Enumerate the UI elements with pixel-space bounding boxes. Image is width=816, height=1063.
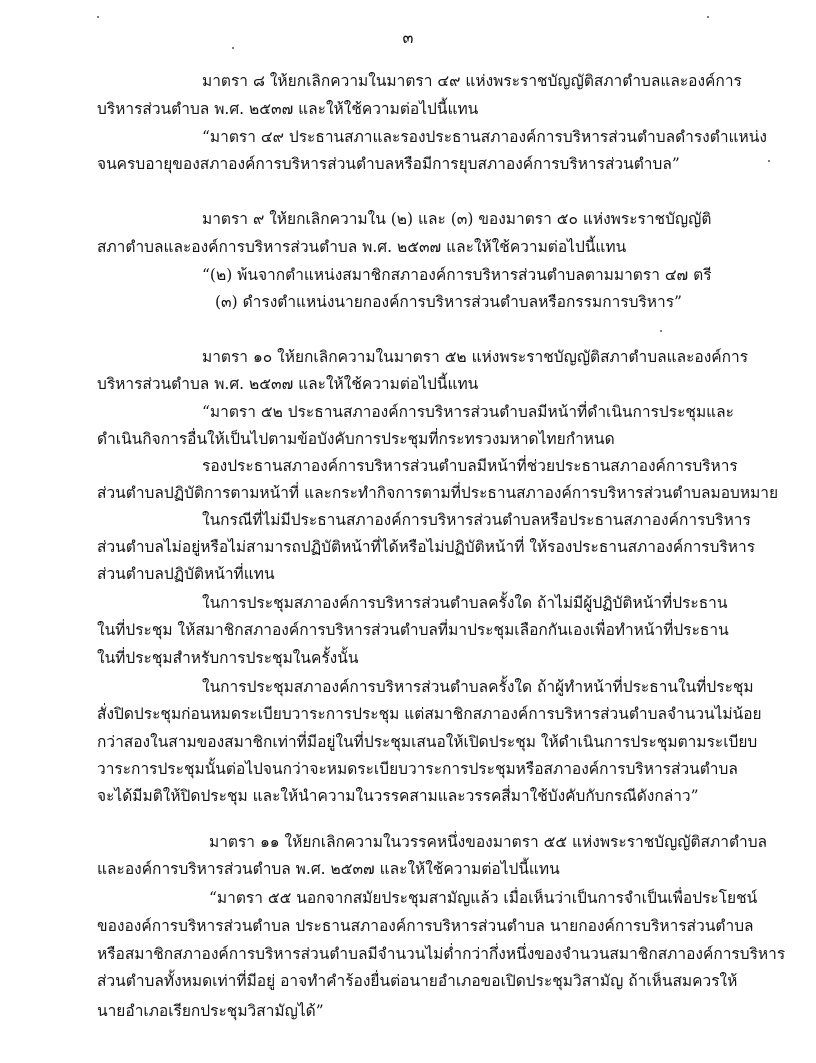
text-line: บริหารส่วนตำบล พ.ศ. ๒๕๓๗ และให้ใช้ความต่อไปนี้แทน (97, 375, 479, 393)
text-line: ส่วนตำบลปฏิบัติหน้าที่แทน (97, 565, 275, 583)
text-line: ในที่ประชุมสำหรับการประชุมในครั้งนั้น (97, 649, 359, 667)
text-line: ดำเนินกิจการอื่นให้เป็นไปตามข้อบังคับการประชุมที่กระทรวงมหาดไทยกำหนด (97, 430, 615, 448)
text-line: หรือสมาชิกสภาองค์การบริหารส่วนตำบลมีจำนวนไม่ต่ำกว่ากึ่งหนึ่งของจำนวนสมาชิกสภาองค์การบริหาร (97, 945, 786, 963)
text-line: วาระการประชุมนั้นต่อไปจนกว่าจะหมดระเบียบวาระการประชุมหรือสภาองค์การบริหารส่วนตำบล (97, 760, 738, 778)
text-line: ส่วนตำบลทั้งหมดเท่าที่มีอยู่ อาจทำคำร้องยื่นต่อนายอำเภอขอเปิดประชุมวิสามัญ ถ้าเห็นสมควรให้ (97, 972, 738, 990)
text-line: ในที่ประชุม ให้สมาชิกสภาองค์การบริหารส่วนตำบลที่มาประชุมเลือกกันเองเพื่อทำหน้าที่ประธาน (97, 621, 729, 639)
text-line: ในกรณีที่ไม่มีประธานสภาองค์การบริหารส่วนตำบลหรือประธานสภาองค์การบริหาร (202, 511, 751, 529)
text-line: และองค์การบริหารส่วนตำบล พ.ศ. ๒๕๓๗ และให้ใช้ความต่อไปนี้แทน (97, 860, 560, 878)
scan-speck (97, 16, 99, 18)
text-line: มาตรา ๙ ให้ยกเลิกความใน (๒) และ (๓) ของมาตรา ๕๐ แห่งพระราชบัญญัติ (202, 210, 712, 228)
page-number: ๓ (402, 28, 414, 47)
text-line: สภาตำบลและองค์การบริหารส่วนตำบล พ.ศ. ๒๕๓๗ และให้ใช้ความต่อไปนี้แทน (97, 238, 627, 256)
text-line: “มาตรา ๕๕ นอกจากสมัยประชุมสามัญแล้ว เมื่อเห็นว่าเป็นการจำเป็นเพื่อประโยชน์ (209, 889, 758, 907)
text-line: ส่วนตำบลปฏิบัติการตามหน้าที่ และกระทำกิจการตามที่ประธานสภาองค์การบริหารส่วนตำบลมอบหมาย (97, 484, 779, 502)
scan-speck (707, 16, 709, 18)
text-line: “มาตรา ๔๙ ประธานสภาและรองประธานสภาองค์การบริหารส่วนตำบลดำรงตำแหน่ง (202, 128, 767, 146)
text-line: (๓) ดำรงตำแหน่งนายกองค์การบริหารส่วนตำบลหรือกรรมการบริหาร” (215, 293, 682, 311)
text-line: มาตรา ๘ ให้ยกเลิกความในมาตรา ๔๙ แห่งพระราชบัญญัติสภาตำบลและองค์การ (202, 72, 742, 90)
text-line: สั่งปิดประชุมก่อนหมดระเบียบวาระการประชุม แต่สมาชิกสภาองค์การบริหารส่วนตำบลจำนวนไม่น้อย (97, 705, 762, 723)
text-line: บริหารส่วนตำบล พ.ศ. ๒๕๓๗ และให้ใช้ความต่อไปนี้แทน (97, 100, 479, 118)
scan-speck (232, 47, 234, 49)
text-line: กว่าสองในสามของสมาชิกเท่าที่มีอยู่ในที่ประชุมเสนอให้เปิดประชุม ให้ดำเนินการประชุมตามระเบียบ (97, 733, 758, 751)
text-line: มาตรา ๑๐ ให้ยกเลิกความในมาตรา ๕๒ แห่งพระราชบัญญัติสภาตำบลและองค์การ (202, 348, 749, 366)
scan-speck (768, 160, 770, 162)
text-line: รองประธานสภาองค์การบริหารส่วนตำบลมีหน้าที่ช่วยประธานสภาองค์การบริหาร (202, 457, 738, 475)
text-line: “(๒) พ้นจากตำแหน่งสมาชิกสภาองค์การบริหารส่วนตำบลตามมาตรา ๔๗ ตรี (202, 266, 712, 284)
text-line: ส่วนตำบลไม่อยู่หรือไม่สามารถปฏิบัติหน้าที่ได้หรือไม่ปฏิบัติหน้าที่ ให้รองประธานสภาองค์การบริหาร (97, 538, 756, 556)
text-line: ในการประชุมสภาองค์การบริหารส่วนตำบลครั้งใด ถ้าไม่มีผู้ปฏิบัติหน้าที่ประธาน (202, 594, 728, 612)
text-line: จะได้มีมติให้ปิดประชุม และให้นำความในวรรคสามและวรรคสี่มาใช้บังคับกับกรณีดังกล่าว” (97, 787, 699, 805)
text-line: ขององค์การบริหารส่วนตำบล ประธานสภาองค์การบริหารส่วนตำบล นายกองค์การบริหารส่วนตำบล (97, 917, 754, 935)
text-line: มาตรา ๑๑ ให้ยกเลิกความในวรรคหนึ่งของมาตรา ๕๕ แห่งพระราชบัญญัติสภาตำบล (209, 833, 768, 851)
scan-speck (660, 330, 662, 332)
text-line: นายอำเภอเรียกประชุมวิสามัญได้” (97, 1002, 324, 1020)
text-line: “มาตรา ๕๒ ประธานสภาองค์การบริหารส่วนตำบลมีหน้าที่ดำเนินการประชุมและ (202, 403, 734, 421)
text-line: ในการประชุมสภาองค์การบริหารส่วนตำบลครั้งใด ถ้าผู้ทำหน้าที่ประธานในที่ประชุม (202, 678, 754, 696)
text-line: จนครบอายุของสภาองค์การบริหารส่วนตำบลหรือมีการยุบสภาองค์การบริหารส่วนตำบล” (97, 155, 680, 173)
